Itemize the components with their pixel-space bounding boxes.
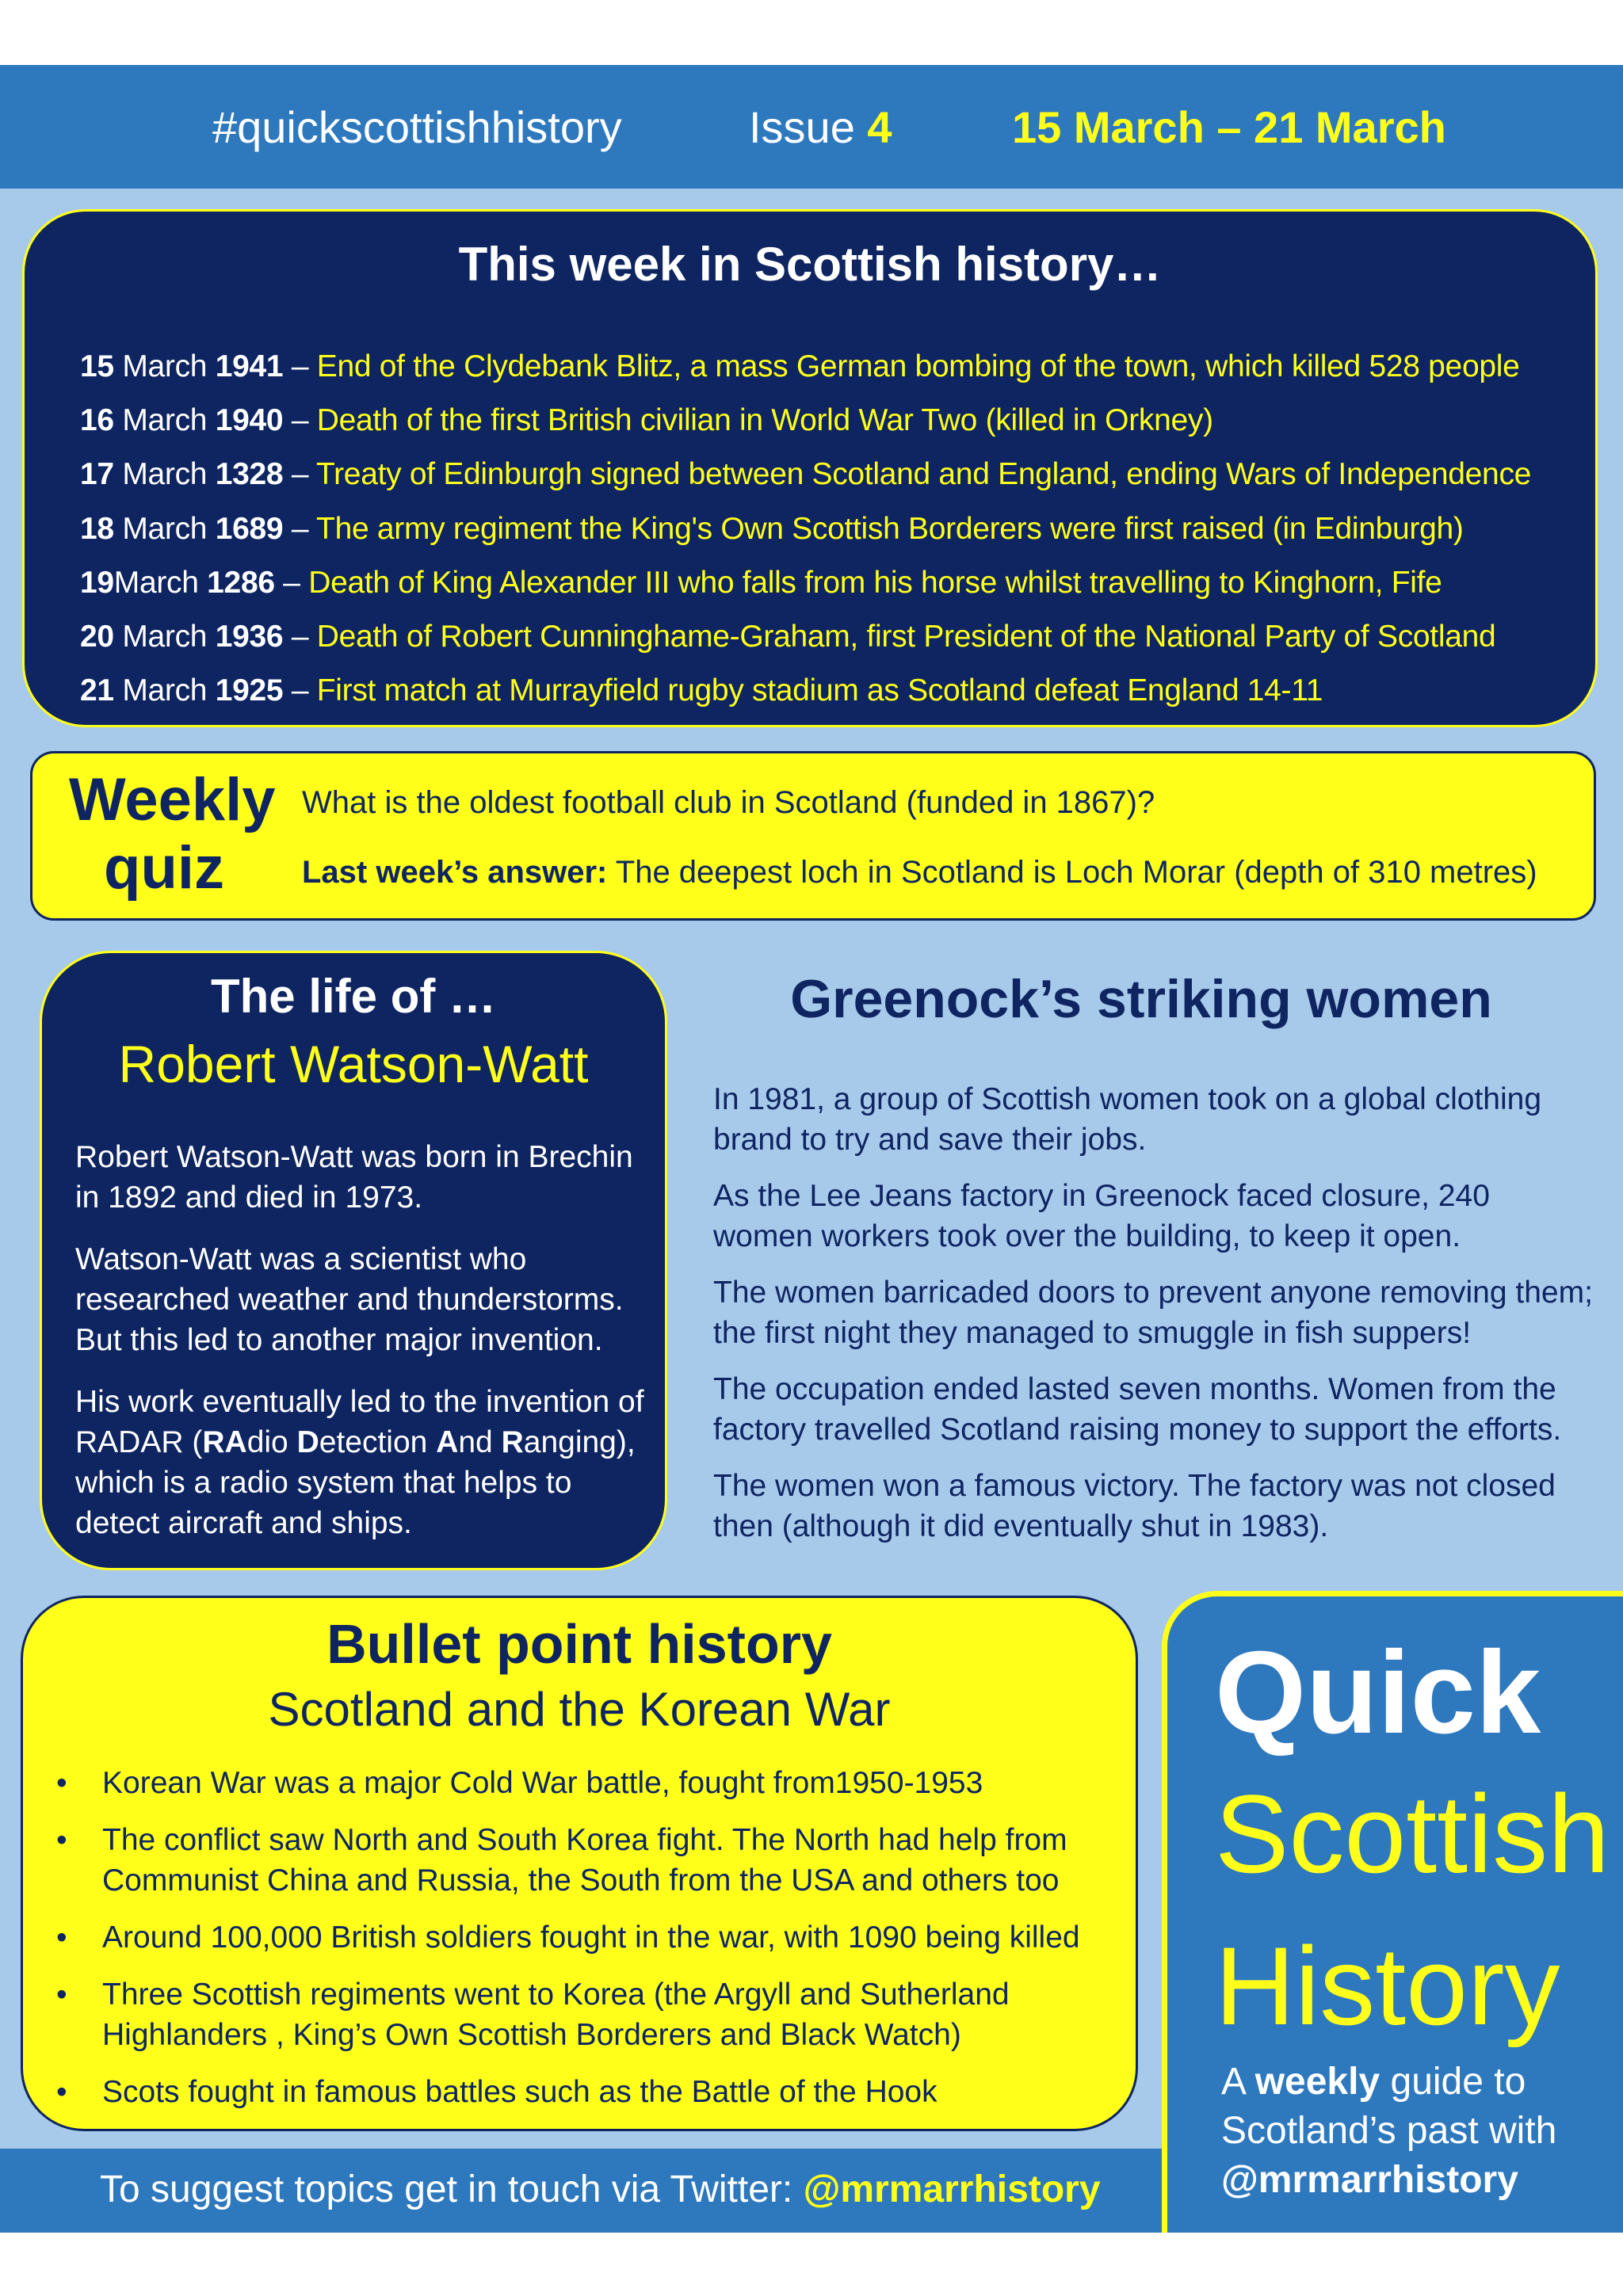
quiz-last-answer: Last week’s answer: The deepest loch in Scotland is Loch Morar (depth of 310 metres): [302, 855, 1537, 890]
issue-dates: 15 March – 21 March: [1012, 101, 1446, 152]
quiz-question: What is the oldest football club in Scotland (funded in 1867)?: [302, 785, 1155, 820]
event-item: 17 March 1328 – Treaty of Edinburgh signed between Scotland and England, ending Wars of Independence: [80, 457, 1532, 492]
greenock-paragraph: As the Lee Jeans factory in Greenock faced closure, 240 women workers took over the building, to keep it open.: [713, 1179, 1490, 1253]
bullet-item: • Korean War was a major Cold War battle, fought from1950-1953: [102, 1763, 1132, 1803]
brand-tagline: A weekly guide to Scotland’s past with @mrmarrhistory: [1221, 2061, 1557, 2201]
hashtag: #quickscottishhistory: [212, 101, 622, 152]
event-item: 21 March 1925 – First match at Murrayfield rugby stadium as Scotland defeat England 14-11: [80, 673, 1323, 708]
life-paragraph: Watson-Watt was a scientist who researched weather and thunderstorms. But this led to another major invention.: [75, 1242, 624, 1357]
twitter-handle-link[interactable]: @mrmarrhistory: [803, 2168, 1101, 2210]
this-week-title: This week in Scottish history…: [458, 238, 1162, 291]
bullet-list: [102, 1763, 1132, 2129]
event-item: 15 March 1941 – End of the Clydebank Blitz, a mass German bombing of the town, which killed 528 people: [80, 349, 1520, 383]
greenock-paragraph: The women barricaded doors to prevent anyone removing them; the first night they managed to smuggle in fish suppers!: [713, 1276, 1593, 1350]
brand-quick: Quick: [1215, 1627, 1541, 1758]
brand-history: History: [1215, 1924, 1560, 2048]
footer-text: To suggest topics get in touch via Twitter: @mrmarrhistory: [100, 2168, 1101, 2210]
bullet-item: • Scots fought in famous battles such as the Battle of the Hook: [102, 2072, 1132, 2112]
greenock-paragraph: The occupation ended lasted seven months. Women from the factory travelled Scotland raising money to support the efforts.: [713, 1372, 1562, 1447]
brand-box: [1162, 1591, 1623, 2233]
weekly-quiz-panel: [30, 751, 1596, 921]
bullet-item: • Around 100,000 British soldiers fought in the war, with 1090 being killed: [102, 1917, 1132, 1958]
events-list: [80, 340, 1531, 718]
bullet-history-title: Bullet point history: [327, 1613, 832, 1675]
event-item: 19March 1286 – Death of King Alexander III who falls from his horse whilst travelling to Kinghorn, Fife: [80, 565, 1442, 600]
event-item: 18 March 1689 – The army regiment the King's Own Scottish Borderers were first raised (in Edinburgh): [80, 511, 1464, 546]
event-item: 20 March 1936 – Death of Robert Cunninghame-Graham, first President of the National Party of Scotland: [80, 620, 1496, 654]
life-of-person: Robert Watson-Watt: [118, 1035, 589, 1093]
bullet-history-subtitle: Scotland and the Korean War: [268, 1683, 891, 1736]
event-item: 16 March 1940 – Death of the first British civilian in World War Two (killed in Orkney): [80, 403, 1213, 438]
quiz-title: Weekly quiz: [69, 766, 276, 902]
life-paragraph: His work eventually led to the invention of RADAR (RAdio Detection And Ranging), which is a radio system that helps to detect aircraft and ships.: [75, 1385, 644, 1540]
header-bar: [0, 65, 1623, 189]
bullet-history-panel: [21, 1596, 1138, 2131]
greenock-paragraph: The women won a famous victory. The factory was not closed then (although it did eventually shut in 1983).: [713, 1469, 1556, 1543]
greenock-paragraph: In 1981, a group of Scottish women took on a global clothing brand to try and save their jobs.: [713, 1082, 1542, 1157]
issue-label: Issue 4: [749, 101, 892, 152]
greenock-body: [713, 1079, 1593, 1562]
issue-number: 4: [867, 101, 892, 152]
brand-scottish: Scottish: [1215, 1772, 1610, 1896]
life-paragraph: Robert Watson-Watt was born in Brechin in 1892 and died in 1973.: [75, 1140, 633, 1215]
life-of-body: [75, 1137, 654, 1565]
greenock-title: Greenock’s striking women: [790, 969, 1492, 1029]
footer-bar: [0, 2149, 1168, 2233]
this-week-panel: [22, 209, 1598, 727]
brand-handle[interactable]: @mrmarrhistory: [1221, 2159, 1518, 2201]
bullet-item: • The conflict saw North and South Korea fight. The North had help from Communist China and Russia, the South from the USA and others too: [102, 1820, 1132, 1901]
life-of-title: The life of …: [211, 970, 496, 1023]
bullet-item: • Three Scottish regiments went to Korea (the Argyll and Sutherland Highlanders , King’s Own Scottish Borderers and Black Watch): [102, 1974, 1132, 2055]
life-of-panel: [40, 951, 667, 1570]
